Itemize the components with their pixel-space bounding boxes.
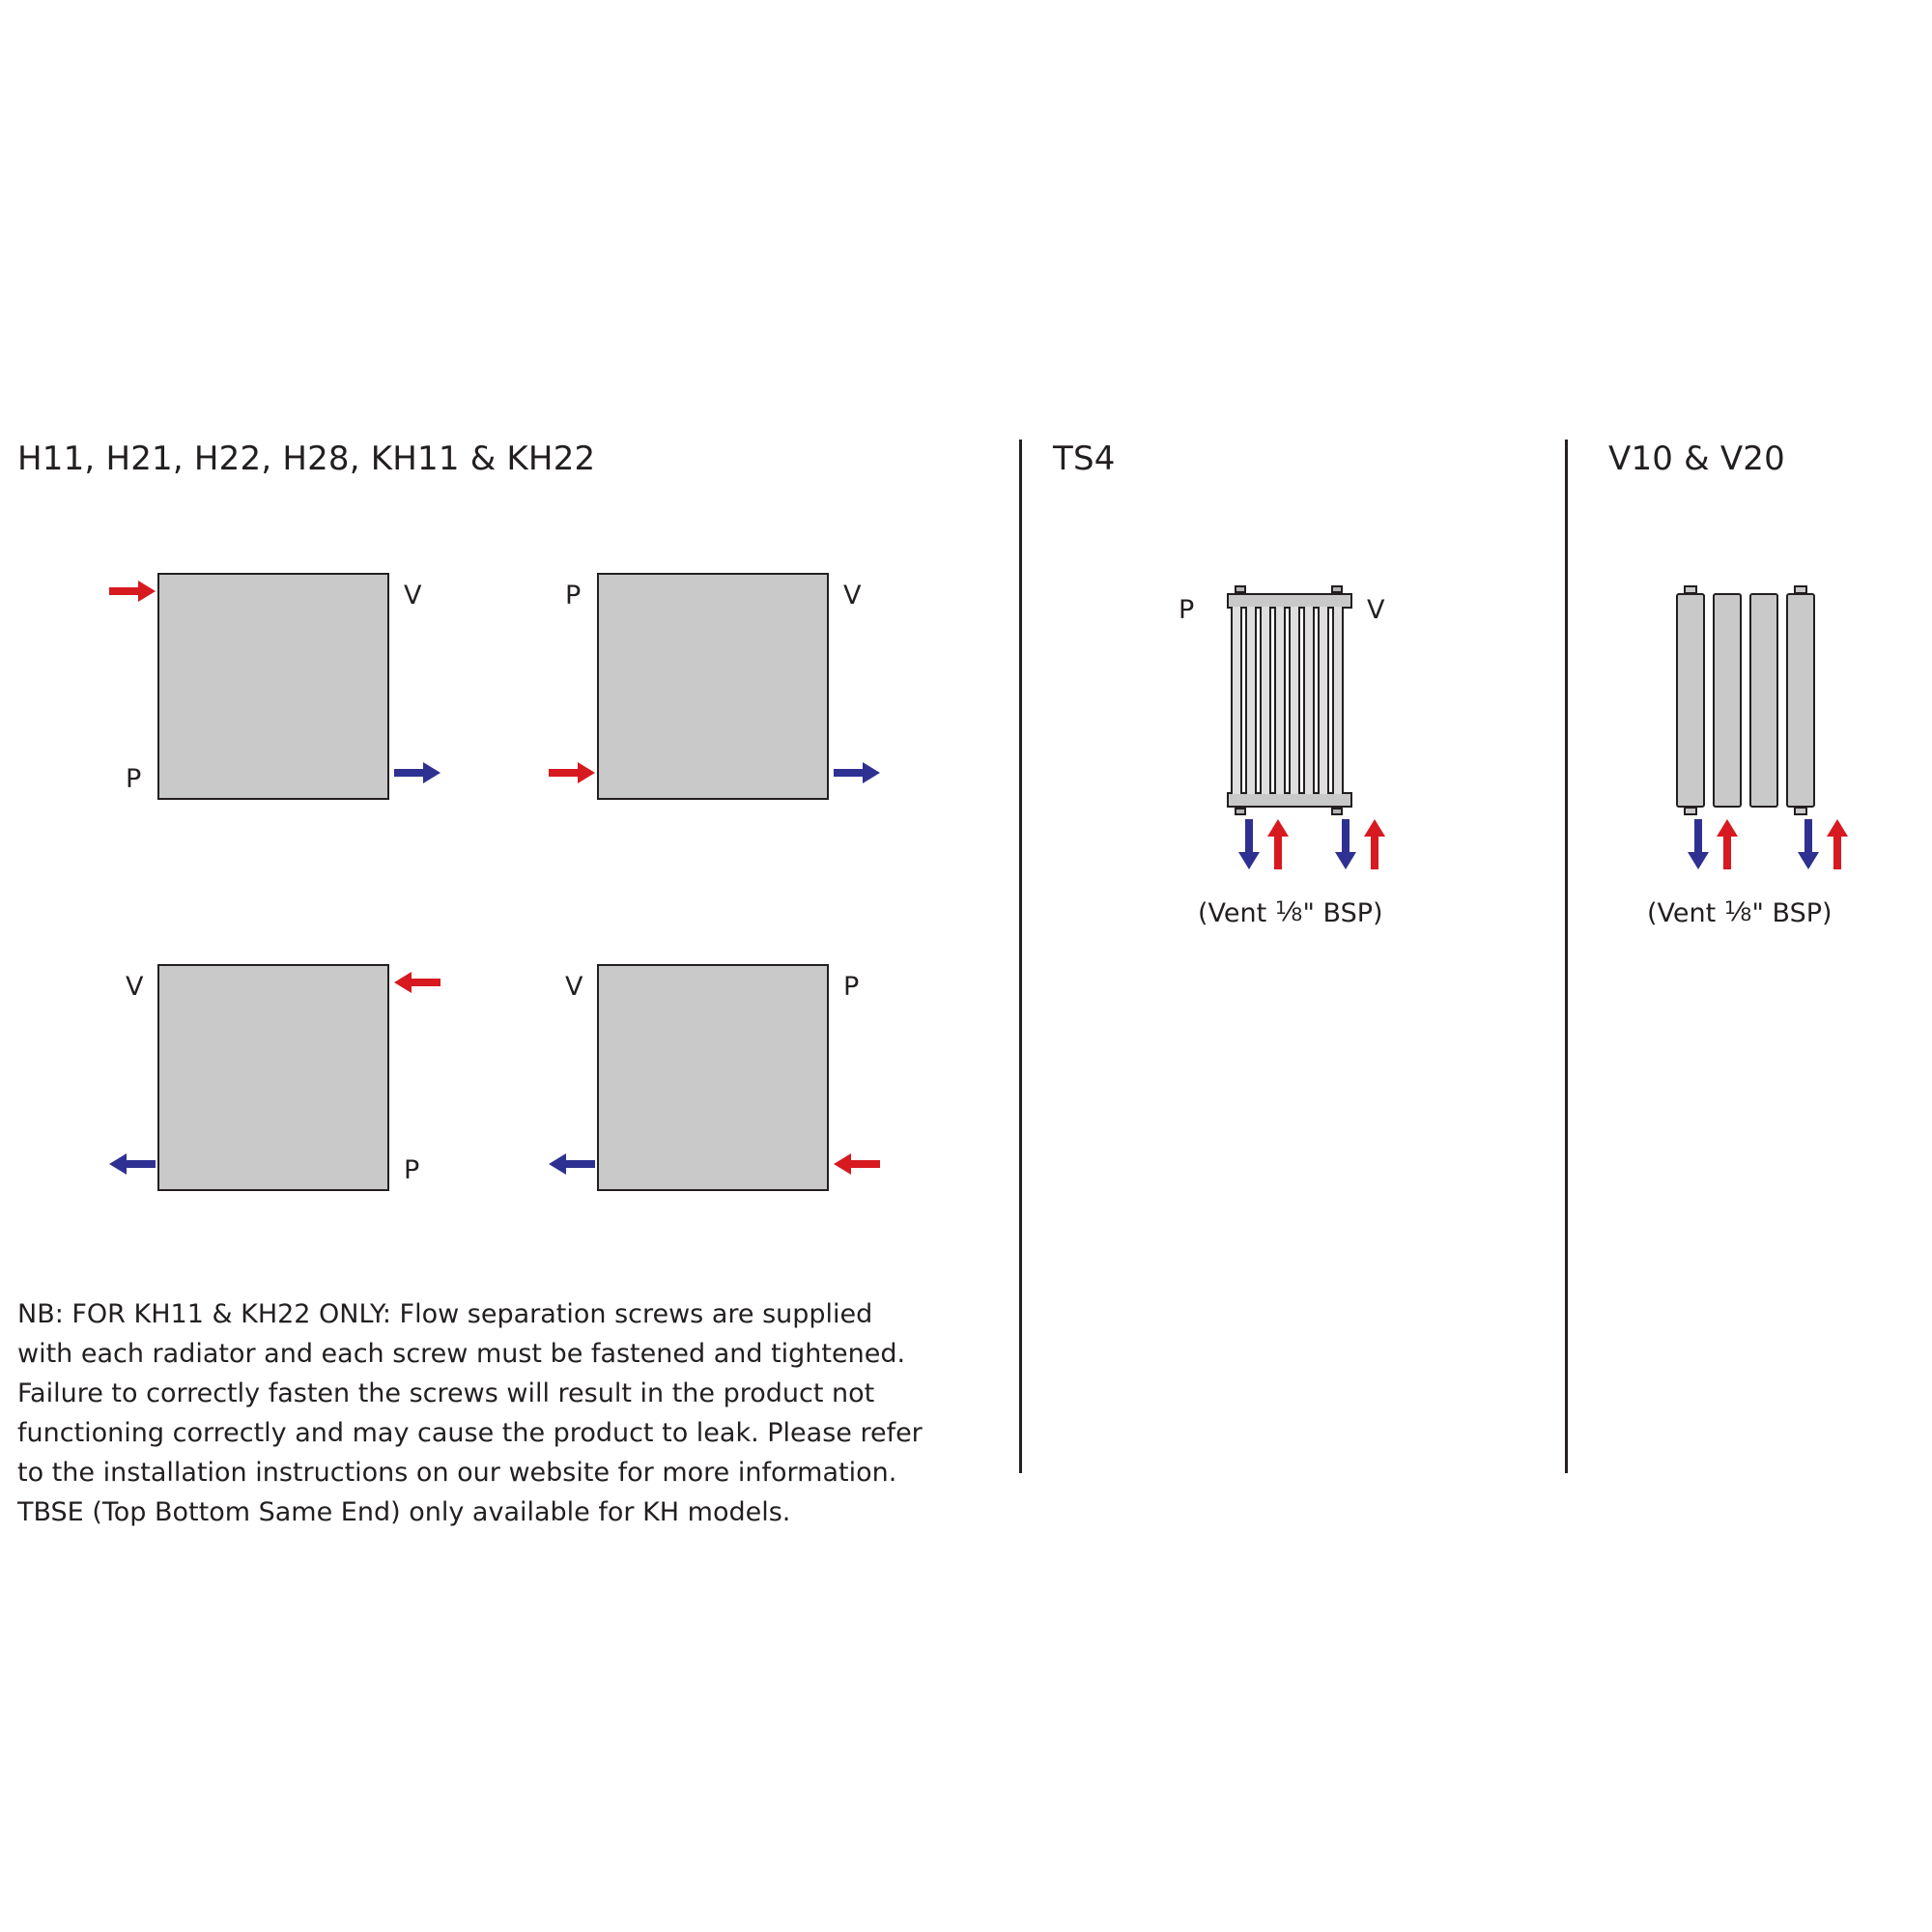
- ts4-body: [1227, 593, 1352, 808]
- ts4-bottom-nipple: [1331, 808, 1343, 815]
- ts4-tube-bank: [1229, 607, 1350, 794]
- v-column: [1676, 593, 1705, 808]
- vent-denominator: 8: [1291, 904, 1303, 925]
- v-body: [1676, 593, 1821, 808]
- kh-note-text: NB: FOR KH11 & KH22 ONLY: Flow separation screws are supplied with each radiator and each screw must be fastened and tightened. Failure to correctly fasten the screws will result in the product not functioning correctly and may cause the product to leak. Please refer to the installation instructions on our website for more information. TBSE (Top Bottom Same End) only available for KH models.: [17, 1299, 923, 1527]
- ts4-top-nipple: [1331, 585, 1343, 593]
- ts4-tube: [1303, 607, 1315, 794]
- ts4-radiator-diagram: [1174, 580, 1435, 811]
- section-title-v: V10 & V20: [1608, 440, 1785, 478]
- ts4-tube: [1231, 607, 1242, 794]
- ts4-tube: [1245, 607, 1257, 794]
- ts4-bottom-nipple: [1235, 808, 1246, 815]
- section-title-ts4: TS4: [1053, 440, 1116, 478]
- label-vent: V: [404, 581, 422, 611]
- panel-diagram-bottom-left: [17, 956, 481, 1265]
- vent-prefix: (Vent: [1198, 898, 1275, 928]
- label-vent: V: [126, 972, 144, 1002]
- column-divider-2: [1565, 440, 1568, 1473]
- ts4-tube: [1289, 607, 1300, 794]
- v-bottom-foot: [1794, 807, 1807, 815]
- ts4-vent-label: [1198, 898, 1383, 928]
- panel-diagram-bottom-right: [457, 956, 921, 1265]
- label-pipe: P: [565, 581, 582, 611]
- vent-numerator: 1: [1274, 897, 1287, 919]
- vent-fraction: $^1$⁄8: [1274, 897, 1303, 927]
- label-pipe: P: [126, 764, 142, 794]
- radiator-panel: [597, 964, 829, 1191]
- ts4-tube: [1274, 607, 1286, 794]
- section-panel-radiators: [17, 440, 1003, 478]
- section-vertical-radiators: [1608, 440, 1927, 478]
- ts4-tube: [1332, 607, 1344, 794]
- v-column: [1713, 593, 1742, 808]
- v-top-cap: [1794, 585, 1807, 594]
- v-top-cap: [1684, 585, 1697, 594]
- ts4-tube: [1318, 607, 1329, 794]
- vent-denominator: 8: [1740, 904, 1752, 925]
- section-ts4: [1053, 440, 1594, 478]
- ts4-bottom-rail: [1227, 792, 1352, 808]
- v-radiator-diagram: [1623, 580, 1913, 811]
- v-column: [1786, 593, 1815, 808]
- panel-diagram-top-left: [17, 565, 481, 874]
- vent-prefix: (Vent: [1647, 898, 1724, 928]
- vent-fraction: $^1$⁄8: [1723, 897, 1752, 927]
- label-pipe: P: [404, 1155, 420, 1185]
- label-vent: V: [565, 972, 583, 1002]
- section-title-left: H11, H21, H22, H28, KH11 & KH22: [17, 440, 596, 478]
- label-pipe: P: [843, 972, 860, 1002]
- radiator-panel: [597, 573, 829, 800]
- label-pipe-left: P: [1179, 595, 1195, 625]
- label-vent: V: [843, 581, 862, 611]
- radiator-panel: [157, 964, 389, 1191]
- vent-suffix: " BSP): [1302, 898, 1383, 928]
- v-column: [1749, 593, 1778, 808]
- label-vent-right: V: [1367, 595, 1385, 625]
- v-bottom-foot: [1684, 807, 1697, 815]
- vent-numerator: 1: [1723, 897, 1736, 919]
- column-divider-1: [1019, 440, 1022, 1473]
- v-vent-label: [1647, 898, 1833, 928]
- vent-suffix: " BSP): [1751, 898, 1833, 928]
- panel-diagram-top-right: [457, 565, 921, 874]
- radiator-panel: [157, 573, 389, 800]
- ts4-top-nipple: [1235, 585, 1246, 593]
- panel-diagram-grid: [17, 565, 1003, 1241]
- ts4-tube: [1260, 607, 1271, 794]
